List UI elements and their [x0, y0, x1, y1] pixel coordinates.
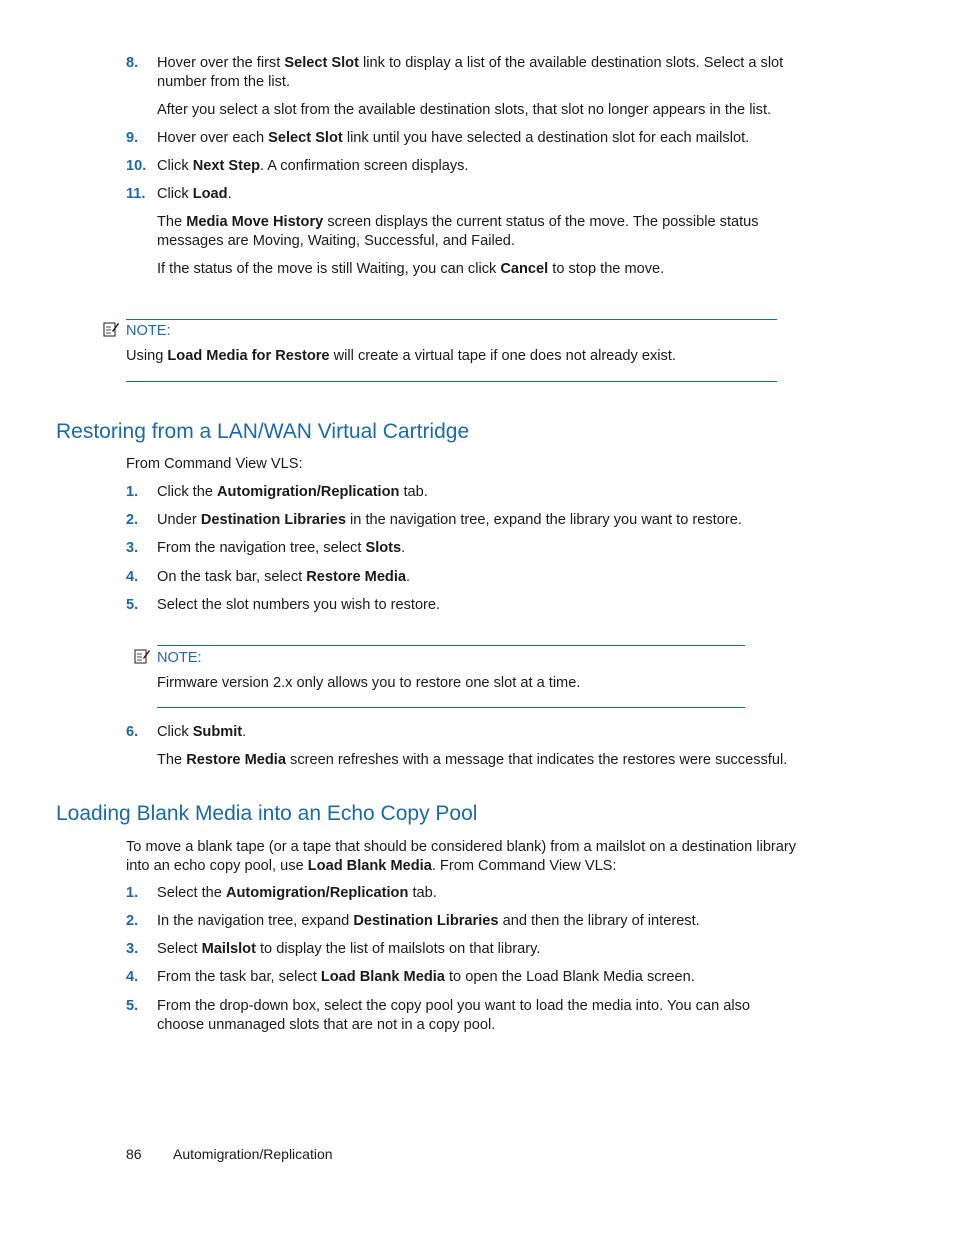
step-number: 11.	[126, 186, 146, 202]
step-text: From the drop-down box, select the copy pool you want to load the media into. You can also choose unmanaged slots that are not in a copy pool.	[157, 998, 751, 1033]
step-number: 1.	[126, 484, 139, 500]
step-number: 10.	[126, 158, 147, 174]
note-bottom-rule	[157, 707, 745, 708]
note-pencil-icon	[134, 648, 150, 664]
note-bottom-rule	[126, 381, 777, 382]
step-number: 2.	[126, 913, 139, 929]
step-number: 9.	[126, 130, 139, 146]
note-top-rule	[126, 319, 777, 320]
page-number: 86	[126, 1146, 142, 1162]
step-number: 6.	[126, 724, 139, 740]
step-paragraph: If the status of the move is still Waiting, you can click Cancel to stop the move.	[157, 261, 665, 277]
step-text: Hover over each Select Slot link until you have selected a destination slot for each mailslot.	[157, 130, 750, 146]
step-number: 3.	[126, 540, 139, 556]
step-text: On the task bar, select Restore Media.	[157, 569, 411, 585]
step-number: 2.	[126, 512, 139, 528]
step-text: Under Destination Libraries in the navigation tree, expand the library you want to restore.	[157, 512, 742, 528]
step-paragraph: The Media Move History screen displays the current status of the move. The possible status messages are Moving, Waiting, Successful, and Failed.	[157, 214, 759, 249]
section-heading: Restoring from a LAN/WAN Virtual Cartridge	[56, 420, 470, 443]
step-text: Click the Automigration/Replication tab.	[157, 484, 428, 500]
footer-section-title: Automigration/Replication	[173, 1146, 333, 1162]
note-label: NOTE:	[157, 650, 202, 666]
note-text: Using Load Media for Restore will create a virtual tape if one does not already exist.	[126, 348, 676, 364]
note-top-rule	[157, 645, 745, 646]
step-number: 8.	[126, 55, 139, 71]
step-number: 1.	[126, 885, 139, 901]
step-number: 5.	[126, 597, 139, 613]
step-paragraph: After you select a slot from the available destination slots, that slot no longer appears in the list.	[157, 102, 772, 118]
step-number: 4.	[126, 569, 139, 585]
step-text: Click Next Step. A confirmation screen displays.	[157, 158, 469, 174]
step-text: From the navigation tree, select Slots.	[157, 540, 406, 556]
step-text: Select Mailslot to display the list of mailslots on that library.	[157, 941, 541, 957]
step-text: From the task bar, select Load Blank Media to open the Load Blank Media screen.	[157, 969, 695, 985]
note-text: Firmware version 2.x only allows you to restore one slot at a time.	[157, 675, 581, 691]
step-text: Click Submit.	[157, 724, 247, 740]
step-text: In the navigation tree, expand Destination Libraries and then the library of interest.	[157, 913, 700, 929]
section-heading: Loading Blank Media into an Echo Copy Pool	[56, 802, 478, 825]
note-pencil-icon	[103, 321, 119, 337]
section-intro: To move a blank tape (or a tape that should be considered blank) from a mailslot on a destination library into an echo copy pool, use Load Blank Media. From Command View VLS:	[126, 839, 797, 874]
step-number: 3.	[126, 941, 139, 957]
step-text: Select the Automigration/Replication tab.	[157, 885, 437, 901]
step-paragraph: The Restore Media screen refreshes with a message that indicates the restores were successful.	[157, 752, 788, 768]
step-text: Hover over the first Select Slot link to display a list of the available destination slots. Select a slot number from the list.	[157, 55, 784, 90]
step-text: Click Load.	[157, 186, 232, 202]
step-number: 5.	[126, 998, 139, 1014]
step-text: Select the slot numbers you wish to restore.	[157, 597, 441, 613]
step-number: 4.	[126, 969, 139, 985]
section-intro: From Command View VLS:	[126, 456, 303, 472]
note-label: NOTE:	[126, 323, 171, 339]
